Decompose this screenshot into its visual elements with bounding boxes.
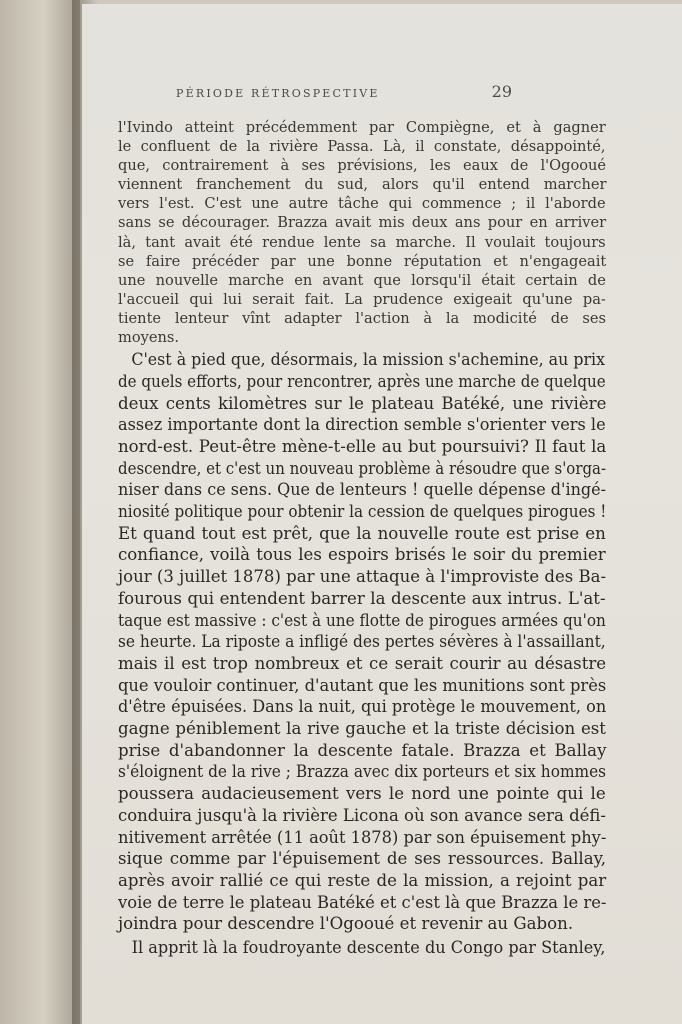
text-line: que vouloir continuer, d'autant que les munitions sont près	[118, 675, 607, 695]
paragraph	[118, 937, 606, 959]
paragraph	[118, 118, 606, 347]
text-line: descendre, et c'est un nouveau problème à résoudre que s'orga-	[118, 458, 607, 478]
text-line: sans se décourager. Brazza avait mis deux ans pour en arriver	[118, 214, 607, 232]
text-line: sique comme par l'épuisement de ses ressources. Ballay,	[118, 849, 607, 869]
text-line: une nouvelle marche en avant que lorsqu'il était certain de	[118, 271, 606, 289]
text-line: se heurte. La riposte a infligé des pertes sévères à l'assaillant,	[118, 632, 606, 652]
text-line: nord-est. Peut-être mène-t-elle au but poursuivi? Il faut la	[118, 436, 607, 456]
text-line: mais il est trop nombreux et ce serait courir au désastre	[118, 653, 607, 673]
text-line: assez importante dont la direction semble s'orienter vers le	[118, 415, 606, 435]
text-line: l'accueil qui lui serait fait. La prudence exigeait qu'une pa-	[118, 290, 606, 308]
text-line: s'éloignent de la rive ; Brazza avec dix porteurs et six hommes	[118, 762, 607, 782]
text-line: d'être épuisées. Dans la nuit, qui protège le mouvement, on	[118, 697, 607, 717]
text-line: prise d'abandonner la descente fatale. Brazza et Ballay	[118, 740, 607, 760]
text-line: nitivement arrêtée (11 août 1878) par son épuisement phy-	[118, 827, 607, 847]
text-line: Il apprit là la foudroyante descente du Congo par Stanley,	[131, 938, 606, 958]
page-number: 29	[491, 82, 512, 101]
facing-page-edge	[0, 0, 80, 1024]
text-line: deux cents kilomètres sur le plateau Batéké, une rivière	[118, 393, 607, 413]
running-head: PÉRIODE RÉTROSPECTIVE	[176, 87, 380, 100]
text-line: gagne péniblement la rive gauche et la triste décision est	[118, 719, 606, 739]
text-line: joindra pour descendre l'Ogooué et revenir au Gabon.	[118, 914, 574, 934]
text-line: que, contrairement à ses prévisions, les eaux de l'Ogooué	[118, 157, 607, 175]
text-line: fourous qui entendent barrer la descente aux intrus. L'at-	[118, 588, 606, 608]
text-line: taque est massive : c'est à une flotte de pirogues armées qu'on	[118, 610, 606, 630]
text-line: là, tant avait été rendue lente sa marche. Il voulait toujours	[118, 233, 606, 251]
body-text	[118, 118, 606, 959]
text-line: niosité politique pour obtenir la cession de quelques pirogues !	[118, 502, 607, 522]
text-line: après avoir rallié ce qui reste de la mission, a rejoint par	[118, 871, 607, 890]
page-header	[176, 82, 512, 101]
text-line: poussera audacieusement vers le nord une pointe qui le	[118, 784, 606, 804]
text-line: de quels efforts, pour rencontrer, après une marche de quelque	[118, 371, 606, 391]
text-line: niser dans ce sens. Que de lenteurs ! quelle dépense d'ingé-	[118, 480, 607, 500]
text-line: moyens.	[118, 329, 180, 347]
text-line: le confluent de la rivière Passa. Là, il constate, désappointé,	[118, 138, 606, 156]
text-line: viennent franchement du sud, alors qu'il entend marcher	[118, 176, 607, 194]
text-line: tiente lenteur vînt adapter l'action à la modicité de ses	[118, 309, 607, 327]
text-line: l'Ivindo atteint précédemment par Compiègne, et à gagner	[118, 119, 606, 136]
text-line: C'est à pied que, désormais, la mission s'achemine, au prix	[131, 350, 606, 370]
text-line: jour (3 juillet 1878) par une attaque à l'improviste des Ba-	[118, 567, 607, 587]
text-line: conduira jusqu'à la rivière Licona où son avance sera défi-	[118, 805, 607, 825]
text-line: confiance, voilà tous les espoirs brisés le soir du premier	[118, 545, 606, 565]
paragraph	[118, 349, 606, 935]
text-line: voie de terre le plateau Batéké et c'est là que Brazza le re-	[118, 892, 607, 912]
text-line: vers l'est. C'est une autre tâche qui commence ; il l'aborde	[118, 195, 606, 213]
text-line: se faire précéder par une bonne réputation et n'engageait	[118, 252, 607, 270]
text-line: Et quand tout est prêt, que la nouvelle route est prise en	[118, 523, 606, 543]
